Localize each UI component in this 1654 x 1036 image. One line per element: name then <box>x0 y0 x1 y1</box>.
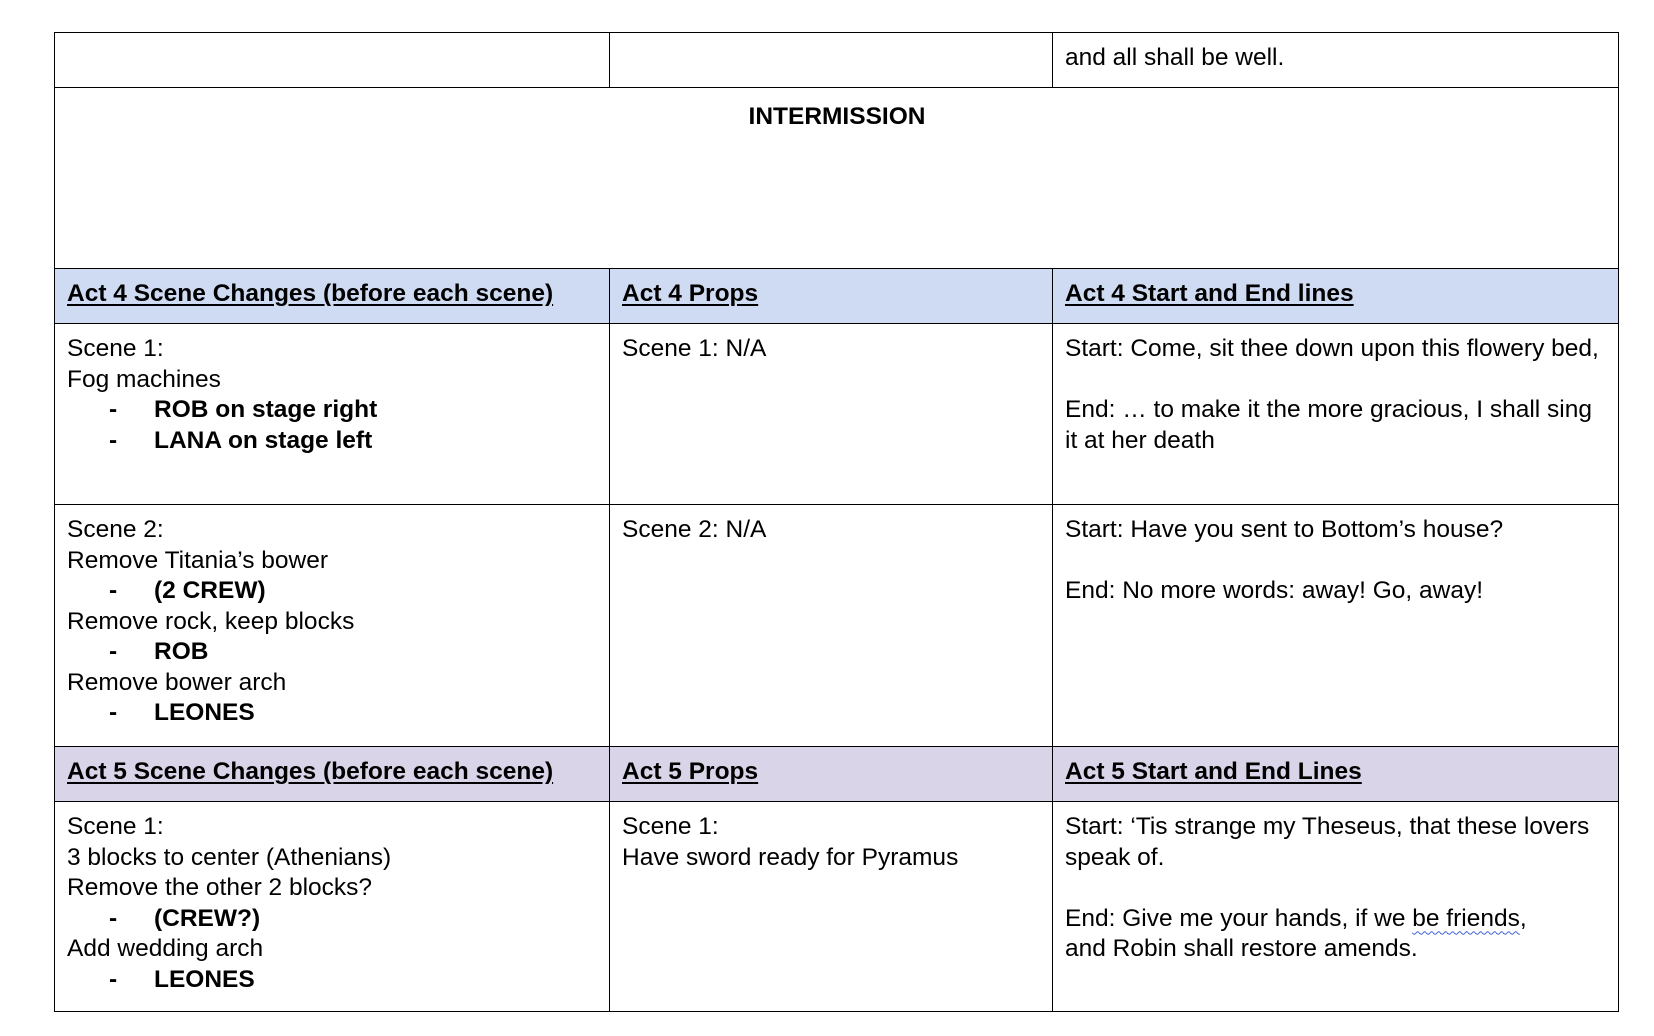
spacer <box>1065 873 1607 904</box>
start-line: Start: ‘Tis strange my Theseus, that these lovers speak of. <box>1065 813 1590 871</box>
act5-scene1-changes-cell[interactable] <box>55 802 610 1012</box>
act4-scene2-lines-cell[interactable] <box>1053 505 1619 747</box>
bullet-text: LANA on stage left <box>154 426 373 454</box>
end-line: End: No more words: away! Go, away! <box>1065 577 1484 604</box>
dash-marker: - <box>109 699 118 726</box>
act5-scene1-lines-cell[interactable] <box>1053 802 1619 1012</box>
top-cell-1[interactable] <box>55 33 610 88</box>
act4-scene2-props-cell[interactable] <box>610 505 1053 747</box>
scene-title: Scene 2: <box>67 516 164 543</box>
end-line-continued: and Robin shall restore amends. <box>1065 935 1418 962</box>
scene-title: Scene 1: <box>67 335 164 362</box>
dash-marker: - <box>109 638 118 665</box>
table-row <box>55 324 1619 505</box>
end-text: End: Give me your hands, if we <box>1065 904 1413 932</box>
props-title: Scene 1: <box>622 813 719 840</box>
props-text: Scene 2: N/A <box>622 516 767 543</box>
bullet-text: (CREW?) <box>154 904 261 932</box>
bullet-text: ROB on stage right <box>154 396 378 423</box>
dash-marker: - <box>109 426 118 454</box>
change-item: Remove Titania’s bower <box>67 546 329 574</box>
spellcheck-underline[interactable]: be friends <box>1412 904 1520 932</box>
change-item: 3 blocks to center (Athenians) <box>67 843 392 871</box>
act4-scene1-changes-cell[interactable] <box>55 324 610 505</box>
act4-lines-header[interactable] <box>1053 269 1619 324</box>
spacer <box>1065 365 1607 396</box>
act4-scene-changes-header[interactable] <box>55 269 610 324</box>
table-row <box>55 505 1619 747</box>
header-label: Act 4 Scene Changes (before each scene) <box>67 280 554 307</box>
bullet-text: ROB <box>154 638 209 665</box>
dash-marker: - <box>109 577 118 604</box>
start-line: Start: Come, sit thee down upon this flowery bed, <box>1065 335 1599 362</box>
act4-scene1-lines-cell[interactable] <box>1053 324 1619 505</box>
act5-lines-header[interactable] <box>1053 747 1619 802</box>
header-label: Act 5 Props <box>622 758 759 785</box>
crew-bullet <box>67 395 598 426</box>
intermission-cell[interactable] <box>55 88 1619 269</box>
top-cell-3[interactable]: and all shall be well. <box>1053 33 1619 88</box>
start-line: Start: Have you sent to Bottom’s house? <box>1065 516 1504 543</box>
header-label: Act 4 Start and End lines <box>1065 280 1354 307</box>
act5-props-header[interactable] <box>610 747 1053 802</box>
dash-marker: - <box>109 904 118 932</box>
bullet-text: (2 CREW) <box>154 577 266 604</box>
crew-bullet <box>67 576 598 607</box>
cue-sheet-table <box>54 32 1619 1012</box>
header-label: Act 5 Start and End Lines <box>1065 758 1362 785</box>
document-page <box>54 32 1619 1012</box>
end-line: End: … to make it the more gracious, I shall sing it at her death <box>1065 396 1592 454</box>
act4-props-header[interactable] <box>610 269 1053 324</box>
top-cell-2[interactable] <box>610 33 1053 88</box>
act5-scene-changes-header[interactable] <box>55 747 610 802</box>
end-text: , <box>1519 904 1527 932</box>
act4-header-row <box>55 269 1619 324</box>
crew-bullet <box>67 426 598 457</box>
act5-header-row <box>55 747 1619 802</box>
scene-title: Scene 1: <box>67 813 164 840</box>
change-item: Remove the other 2 blocks? <box>67 874 373 901</box>
props-text: Scene 1: N/A <box>622 335 767 362</box>
crew-bullet <box>67 904 598 935</box>
act4-scene1-props-cell[interactable] <box>610 324 1053 505</box>
bullet-text: LEONES <box>154 965 255 993</box>
change-item: Add wedding arch <box>67 935 264 962</box>
spacer <box>1065 546 1607 577</box>
table-row <box>55 802 1619 1012</box>
dash-marker: - <box>109 396 118 423</box>
act5-scene1-props-cell[interactable] <box>610 802 1053 1012</box>
table-row <box>55 33 1619 88</box>
crew-bullet <box>67 965 598 996</box>
props-text: Have sword ready for Pyramus <box>622 843 959 871</box>
change-item: Fog machines <box>67 365 221 393</box>
act4-scene2-changes-cell[interactable] <box>55 505 610 747</box>
end-line <box>1065 904 1607 935</box>
header-label: Act 5 Scene Changes (before each scene) <box>67 758 554 785</box>
intermission-row <box>55 88 1619 269</box>
crew-bullet <box>67 637 598 668</box>
bullet-text: LEONES <box>154 699 255 726</box>
header-label: Act 4 Props <box>622 280 759 307</box>
dash-marker: - <box>109 965 118 993</box>
intermission-title: INTERMISSION <box>748 103 926 130</box>
change-item: Remove bower arch <box>67 668 287 696</box>
change-item: Remove rock, keep blocks <box>67 607 355 635</box>
crew-bullet <box>67 698 598 729</box>
